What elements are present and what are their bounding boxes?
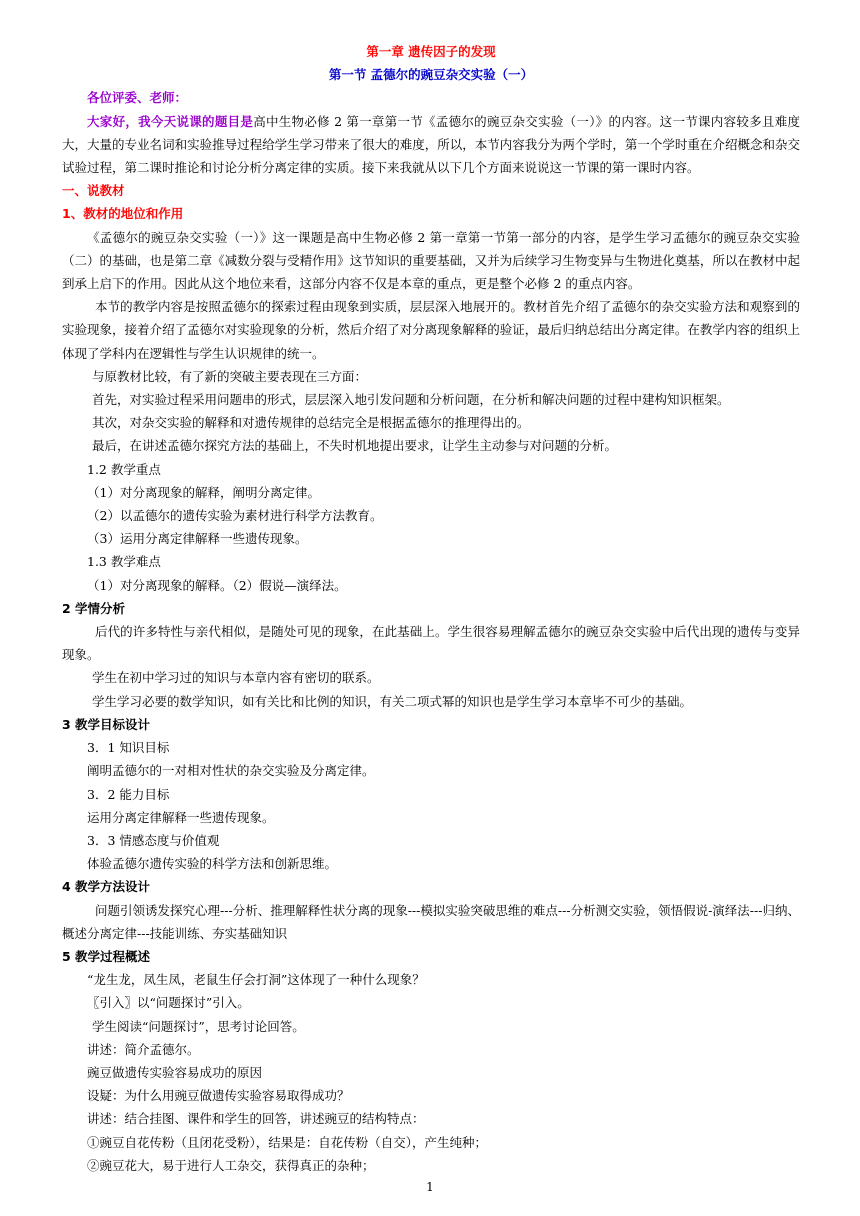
goal-attitude: 体验孟德尔遗传实验的科学方法和创新思维。 <box>87 856 338 872</box>
heading-3: 3 教学目标设计 <box>62 716 151 732</box>
process-line-3: 学生阅读“问题探讨”，思考讨论回答。 <box>92 1018 305 1034</box>
heading-1-2: 1.2 教学重点 <box>87 461 161 477</box>
student-analysis-2: 学生在初中学习过的知识与本章内容有密切的联系。 <box>92 670 380 686</box>
document-page <box>62 40 800 1177</box>
process-line-9: ②豌豆花大，易于进行人工杂交，获得真正的杂种； <box>87 1157 375 1173</box>
heading-5: 5 教学过程概述 <box>62 948 151 964</box>
goal-knowledge: 阐明孟德尔的一对相对性状的杂交实验及分离定律。 <box>87 763 375 779</box>
intro-paragraph <box>62 110 800 180</box>
student-analysis-1: 后代的许多特性与亲代相似，是随处可见的现象，在此基础上。学生很容易理解孟德尔的豌豆杂交实验中后代出现的遗传与变异现象。 <box>62 624 800 663</box>
key-point-1: （1）对分离现象的解释，阐明分离定律。 <box>87 484 320 500</box>
heading-4: 4 教学方法设计 <box>62 879 151 895</box>
method-paragraph: 问题引领诱发探究心理---分析、推理解释性状分离的现象---模拟实验突破思维的难点---分析测交实验，领悟假说-演绎法---归纳、概述分离定律---技能训练、夯实基础知识 <box>62 902 800 941</box>
process-line-6: 设疑：为什么用豌豆做遗传实验容易取得成功？ <box>87 1088 350 1104</box>
paragraph-last: 最后，在讲述孟德尔探究方法的基础上，不失时机地提出要求，让学生主动参与对问题的分析。 <box>92 438 618 454</box>
paragraph-compare: 与原教材比较，有了新的突破主要表现在三方面： <box>92 368 368 384</box>
heading-3-1: 3．1 知识目标 <box>87 740 170 756</box>
heading-1-1: 1、教材的地位和作用 <box>62 206 184 222</box>
process-line-5: 豌豆做遗传实验容易成功的原因 <box>87 1064 263 1080</box>
page-number: 1 <box>426 1180 434 1194</box>
process-line-7: 讲述：结合挂图、课件和学生的回答，讲述豌豆的结构特点： <box>87 1111 425 1127</box>
goal-ability: 运用分离定律解释一些遗传现象。 <box>87 809 275 825</box>
heading-3-2: 3．2 能力目标 <box>87 786 170 802</box>
paragraph-content: 本节的教学内容是按照孟德尔的探索过程由现象到实质，层层深入地展开的。教材首先介绍了孟德尔的杂交实验方法和观察到的实验现象，接着介绍了孟德尔对实验现象的分析，然后介绍了对分离现象解释的验证，最后归纳总结出分离定律。在教学内容的组织上体现了学科内在逻辑性与学生认识规律的统一。 <box>62 299 800 361</box>
heading-section-1: 一、说教材 <box>62 183 125 199</box>
section-title: 第一节 孟德尔的豌豆杂交实验（一） <box>328 67 534 83</box>
process-line-1: “龙生龙，凤生凤，老鼠生仔会打洞”这体现了一种什么现象？ <box>87 972 425 988</box>
intro-lead: 大家好，我今天说课的题目是 <box>87 113 254 129</box>
paragraph-position: 《孟德尔的豌豆杂交实验（一）》这一课题是高中生物必修 2 第一章第一节第一部分的内容，是学生学习孟德尔的豌豆杂交实验（二）的基础，也是第二章《减数分裂与受精作用》这节知识的重要基础，又并为后续学习生物变异与生物进化奠基，所以在教材中起到承上启下的作用。因此从这个地位来看，这部分内容不仅是本章的重点，更是整个必修 2 的重点内容。 <box>62 229 800 292</box>
intro-body: 高中生物必修 2 第一章第一节《孟德尔的豌豆杂交实验（一）》的内容。这一节课内容较多且难度大，大量的专业名词和实验推导过程给学生学习带来了很大的难度，所以，本节内容我分为两个学时，第一个学时重在介绍概念和杂交试验过程，第二课时推论和讨论分析分离定律的实质。接下来我就从以下几个方面来说说这一节课的第一课时内容。 <box>62 113 800 176</box>
paragraph-first: 首先，对实验过程采用问题串的形式，层层深入地引发问题和分析问题，在分析和解决问题的过程中建构知识框架。 <box>92 392 730 408</box>
student-analysis-3: 学生学习必要的数学知识，如有关比和比例的知识，有关二项式幂的知识也是学生学习本章毕不可少的基础。 <box>92 693 693 709</box>
key-point-3: （3）运用分离定律解释一些遗传现象。 <box>87 531 308 547</box>
process-line-8: ①豌豆自花传粉（且闭花受粉），结果是：自花传粉（自交），产生纯种； <box>87 1134 488 1150</box>
greeting: 各位评委、老师： <box>87 90 188 106</box>
heading-3-3: 3．3 情感态度与价值观 <box>87 832 220 848</box>
chapter-title: 第一章 遗传因子的发现 <box>366 44 496 59</box>
process-line-2: 〖引入〗以“问题探讨”引入。 <box>87 995 250 1011</box>
heading-1-3: 1.3 教学难点 <box>87 554 161 570</box>
paragraph-second: 其次，对杂交实验的解释和对遗传规律的总结完全是根据孟德尔的推理得出的。 <box>92 415 530 431</box>
heading-2: 2 学情分析 <box>62 600 126 616</box>
process-line-4: 讲述：简介孟德尔。 <box>87 1041 200 1057</box>
key-point-2: （2）以孟德尔的遗传实验为素材进行科学方法教育。 <box>87 508 383 524</box>
difficulty-points: （1）对分离现象的解释。（2）假说—演绎法。 <box>87 577 347 593</box>
